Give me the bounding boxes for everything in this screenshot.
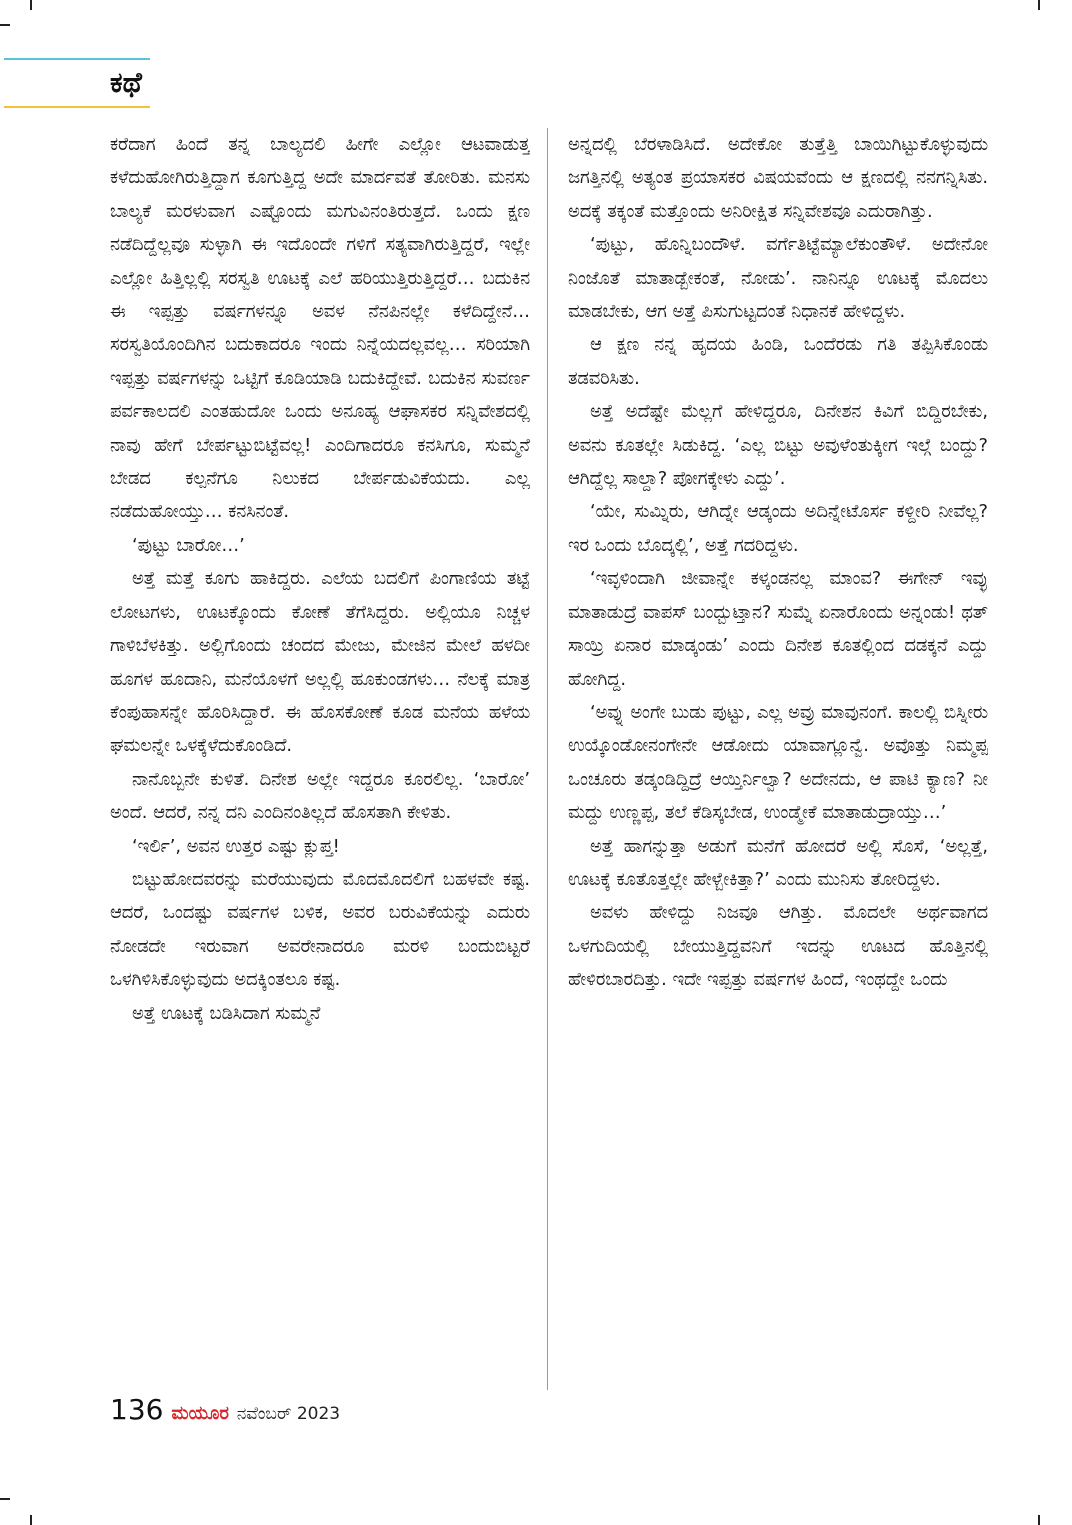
article-column-right	[568, 128, 988, 1390]
header-accent-rule-bottom	[4, 106, 150, 108]
column-divider	[547, 128, 548, 1390]
paragraph: ಅವಳು ಹೇಳಿದ್ದು ನಿಜವೂ ಆಗಿತ್ತು. ಮೊದಲೇ ಅರ್ಥವಾಗದ ಒಳಗುದಿಯಲ್ಲಿ ಬೇಯುತ್ತಿದ್ದವನಿಗೆ ಇದನ್ನು ಊಟದ ಹೊತ್ತಿನಲ್ಲಿ ಹೇಳಿರಬಾರದಿತ್ತು. ಇದೇ ಇಪ್ಪತ್ತು ವರ್ಷಗಳ ಹಿಂದೆ, ಇಂಥದ್ದೇ ಒಂದು	[568, 902, 988, 991]
paragraph: ಅತ್ತೆ ಹಾಗನ್ನುತ್ತಾ ಅಡುಗೆ ಮನೆಗೆ ಹೋದರೆ ಅಲ್ಲಿ ಸೊಸೆ, ‘ಅಲ್ಲತ್ತೆ, ಊಟಕ್ಕೆ ಕೂತೊತ್ತಲ್ಲೇ ಹೇಳ್ಬೇಕಿತ್ತಾ?’ ಎಂದು ಮುನಿಸು ತೋರಿದ್ದಳು.	[568, 835, 988, 890]
article-column-left	[110, 128, 530, 1390]
paragraph: ‘ಇರ್ಲಿ’, ಅವನ ಉತ್ತರ ಎಷ್ಟು ಕ್ಲುಪ್ತ!	[132, 835, 340, 857]
section-label: ಕಥೆ	[110, 66, 142, 99]
issue-date: ನವೆಂಬರ್ 2023	[236, 1404, 341, 1424]
header-accent-rule-top	[4, 58, 150, 60]
paragraph: ಅತ್ತೆ ಅದೆಷ್ಟೇ ಮೆಲ್ಲಗೆ ಹೇಳಿದ್ದರೂ, ದಿನೇಶನ ಕಿವಿಗೆ ಬಿದ್ದಿರಬೇಕು, ಅವನು ಕೂತಲ್ಲೇ ಸಿಡುಕಿದ್ದ. ‘ಎಲ್ಲ ಬಿಟ್ಟು ಅವುಳೆಂತುಕ್ಕೀಗ ಇಲ್ಗೆ ಬಂದ್ದು? ಆಗಿದ್ದೆಲ್ಲ ಸಾಲ್ದಾ? ಪೋಗಕ್ಕೇಳು ಎದ್ದು’.	[568, 401, 988, 490]
paragraph: ನಾನೊಬ್ಬನೇ ಕುಳಿತೆ. ದಿನೇಶ ಅಲ್ಲೇ ಇದ್ದರೂ ಕೂರಲಿಲ್ಲ. ‘ಬಾರೋ’ ಅಂದೆ. ಆದರೆ, ನನ್ನ ದನಿ ಎಂದಿನಂತಿಲ್ಲದೆ ಹೊಸತಾಗಿ ಕೇಳಿತು.	[110, 768, 530, 824]
paragraph: ಅತ್ತೆ ಮತ್ತೆ ಕೂಗು ಹಾಕಿದ್ದರು. ಎಲೆಯ ಬದಲಿಗೆ ಪಿಂಗಾಣಿಯ ತಟ್ಟೆ ಲೋಟಗಳು, ಊಟಕ್ಕೊಂದು ಕೋಣೆ ತೆಗೆಸಿದ್ದರು. ಅಲ್ಲಿಯೂ ನಿಚ್ಚಳ ಗಾಳಿಬೆಳಕಿತ್ತು. ಅಲ್ಲಿಗೊಂದು ಚಂದದ ಮೇಜು, ಮೇಜಿನ ಮೇಲೆ ಹಳದೀ ಹೂಗಳ ಹೂದಾನಿ, ಮನೆಯೊಳಗೆ ಅಲ್ಲಲ್ಲಿ ಹೂಕುಂಡಗಳು… ನೆಲಕ್ಕೆ ಮಾತ್ರ ಕೆಂಪುಹಾಸನ್ನೇ ಹೊರಿಸಿದ್ದಾರೆ. ಈ ಹೊಸಕೋಣೆ ಕೂಡ ಮನೆಯ ಹಳೆಯ ಘಮಲನ್ನೇ ಒಳಕ್ಕೆಳೆದುಕೊಂಡಿದೆ.	[110, 568, 530, 757]
crop-mark-top-right	[1038, 0, 1040, 10]
paragraph: ಕರೆದಾಗ ಹಿಂದೆ ತನ್ನ ಬಾಲ್ಯದಲಿ ಹೀಗೇ ಎಲ್ಲೋ ಆಟವಾಡುತ್ತ ಕಳೆದುಹೋಗಿರುತ್ತಿದ್ದಾಗ ಕೂಗುತ್ತಿದ್ದ ಅದೇ ಮಾರ್ದವತೆ ತೋರಿತು. ಮನಸು ಬಾಲ್ಯಕೆ ಮರಳುವಾಗ ಎಷ್ಟೊಂದು ಮಗುವಿನಂತಿರುತ್ತದೆ. ಒಂದು ಕ್ಷಣ ನಡೆದಿದ್ದೆಲ್ಲವೂ ಸುಳ್ಳಾಗಿ ಈ ಇದೊಂದೇ ಗಳಿಗೆ ಸತ್ಯವಾಗಿರುತ್ತಿದ್ದರೆ, ಇಲ್ಲೇ ಎಲ್ಲೋ ಹಿತ್ತಿಲ್ಲಲ್ಲಿ ಸರಸ್ವತಿ ಊಟಕ್ಕೆ ಎಲೆ ಹರಿಯುತ್ತಿರುತ್ತಿದ್ದರೆ… ಬದುಕಿನ ಈ ಇಪ್ಪತ್ತು ವರ್ಷಗಳನ್ನೂ ಅವಳ ನೆನಪಿನಲ್ಲೇ ಕಳೆದಿದ್ದೇನೆ… ಸರಸ್ವತಿಯೊಂದಿಗಿನ ಬದುಕಾದರೂ ಇಂದು ನಿನ್ನೆಯದಲ್ಲವಲ್ಲ… ಸರಿಯಾಗಿ ಇಪ್ಪತ್ತು ವರ್ಷಗಳನ್ನು ಒಟ್ಟಿಗೆ ಕೂಡಿಯಾಡಿ ಬದುಕಿದ್ದೇವೆ. ಬದುಕಿನ ಸುವರ್ಣ ಪರ್ವಕಾಲದಲಿ ಎಂತಹುದೋ ಒಂದು ಅನೂಹ್ಯ ಆಘಾಸಕರ ಸನ್ನಿವೇಶದಲ್ಲಿ ನಾವು ಹೇಗೆ ಬೇರ್ಪಟ್ಟುಬಿಟ್ಟೆವಲ್ಲ! ಎಂದಿಗಾದರೂ ಕನಸಿಗೂ, ಸುಮ್ಮನೆ ಬೇಡದ ಕಲ್ಪನೆಗೂ ನಿಲುಕದ ಬೇರ್ಪಡುವಿಕೆಯದು. ಎಲ್ಲ ನಡೆದುಹೋಯ್ತು… ಕನಸಿನಂತೆ.	[110, 134, 530, 523]
crop-mark-bottom-left	[30, 1515, 32, 1525]
paragraph: ‘ಯೇ, ಸುಮ್ನಿರು, ಆಗಿದ್ನೇ ಆಡ್ಕಂದು ಅದಿನ್ನೇಟೊರ್ಸ ಕಳ್ದೀರಿ ನೀವೆಲ್ಲ? ಇರ ಒಂದು ಬೊದ್ಕಲ್ಲಿ’, ಅತ್ತೆ ಗದರಿದ್ದಳು.	[568, 501, 988, 556]
paragraph: ಆ ಕ್ಷಣ ನನ್ನ ಹೃದಯ ಹಿಂಡಿ, ಒಂದೆರಡು ಗತಿ ತಪ್ಪಿಸಿಕೊಂಡು ತಡವರಿಸಿತು.	[568, 334, 988, 389]
page-footer	[110, 1393, 340, 1427]
paragraph: ಬಿಟ್ಟುಹೋದವರನ್ನು ಮರೆಯುವುದು ಮೊದಮೊದಲಿಗೆ ಬಹಳವೇ ಕಷ್ಟ. ಆದರೆ, ಒಂದಷ್ಟು ವರ್ಷಗಳ ಬಳಿಕ, ಅವರ ಬರುವಿಕೆಯನ್ನು ಎದುರು ನೋಡದೇ ಇರುವಾಗ ಅವರೇನಾದರೂ ಮರಳಿ ಬಂದುಬಿಟ್ಟರೆ ಒಳಗಿಳಿಸಿಕೊಳ್ಳುವುದು ಅದಕ್ಕಿಂತಲೂ ಕಷ್ಟ.	[110, 868, 530, 991]
paragraph: ಅನ್ನದಲ್ಲಿ ಬೆರಳಾಡಿಸಿದೆ. ಅದೇಕೋ ತುತ್ತೆತ್ತಿ ಬಾಯಿಗಿಟ್ಟುಕೊಳ್ಳುವುದು ಜಗತ್ತಿನಲ್ಲಿ ಅತ್ಯಂತ ಪ್ರಯಾಸಕರ ವಿಷಯವೆಂದು ಆ ಕ್ಷಣದಲ್ಲಿ ನನಗನ್ನಿಸಿತು. ಅದಕ್ಕೆ ತಕ್ಕಂತೆ ಮತ್ತೊಂದು ಅನಿರೀಕ್ಷಿತ ಸನ್ನಿವೇಶವೂ ಎದುರಾಗಿತ್ತು.	[568, 134, 988, 222]
magazine-logo: ಮಯೂರ	[171, 1403, 229, 1424]
paragraph: ‘ಪುಟ್ಟು ಬಾರೋ…’	[132, 534, 245, 556]
page-number: 136	[110, 1393, 164, 1426]
crop-mark-left-top	[0, 24, 10, 26]
crop-mark-bottom-right	[1038, 1515, 1040, 1525]
crop-mark-top-left	[30, 0, 32, 10]
paragraph: ‘ಇವ್ಳಳಿಂದಾಗಿ ಜೀವಾನ್ನೇ ಕಳ್ಕಂಡನಲ್ಲ ಮಾಂವ? ಈಗೇನ್ ಇವ್ಳು ಮಾತಾಡುದ್ರೆ ವಾಪಸ್ ಬಂದ್ಬುಟ್ತಾನ? ಸುಮ್ನೆ ಏನಾರೊಂದು ಅನ್ನಂಡು! ಥತ್ ಸಾಯ್ರಿ ಏನಾರ ಮಾಡ್ಕಂಡು’ ಎಂದು ದಿನೇಶ ಕೂತಲ್ಲಿಂದ ದಡಕ್ಕನೆ ಎದ್ದು ಹೋಗಿದ್ದ.	[568, 568, 988, 690]
paragraph: ಅತ್ತೆ ಊಟಕ್ಕೆ ಬಡಿಸಿದಾಗ ಸುಮ್ಮನೆ	[132, 1002, 321, 1024]
paragraph: ‘ಅವ್ನು ಅಂಗೇ ಬುಡು ಪುಟ್ಟು, ಎಲ್ಲ ಅವ್ರು ಮಾವುನಂಗೆ. ಕಾಲಲ್ಲಿ ಬಿಸ್ನೀರು ಉಯ್ಕೊಂಡೋನಂಗೇನೇ ಆಡೋದು ಯಾವಾಗ್ಲೂನ್ವೆ. ಅವೊತ್ತು ನಿಮ್ಮಪ್ಪ ಒಂಚೂರು ತಡ್ಕಂಡಿದ್ದಿದ್ರೆ ಆಯ್ತಿರ್ನಿಲ್ವಾ? ಅದೇನದು, ಆ ಪಾಟಿ ಕ್ಯಾಣ? ನೀ ಮದ್ದು ಉಣ್ಣಪ್ಪ, ತಲೆ ಕೆಡಿಸ್ಕಬೇಡ, ಉಂಡ್ಮೇಕೆ ಮಾತಾಡುದ್ರಾಯ್ತು…’	[568, 701, 988, 824]
crop-mark-left-bottom	[0, 1498, 10, 1500]
paragraph: ‘ಪುಟ್ಟು, ಹೊನ್ನಿಬಂದೌಳೆ. ವರ್ಗೆತಿಟ್ಟೆಮ್ಯಾಲೆಕುಂತೌಳೆ. ಅದೇನೋ ನಿಂಜೊತೆ ಮಾತಾಡ್ಬೇಕಂತೆ, ನೋಡು’. ನಾನಿನ್ನೂ ಊಟಕ್ಕೆ ಮೊದಲು ಮಾಡಬೇಕು, ಆಗ ಅತ್ತೆ ಪಿಸುಗುಟ್ಟದಂತೆ ನಿಧಾನಕೆ ಹೇಳಿದ್ದಳು.	[568, 234, 988, 323]
